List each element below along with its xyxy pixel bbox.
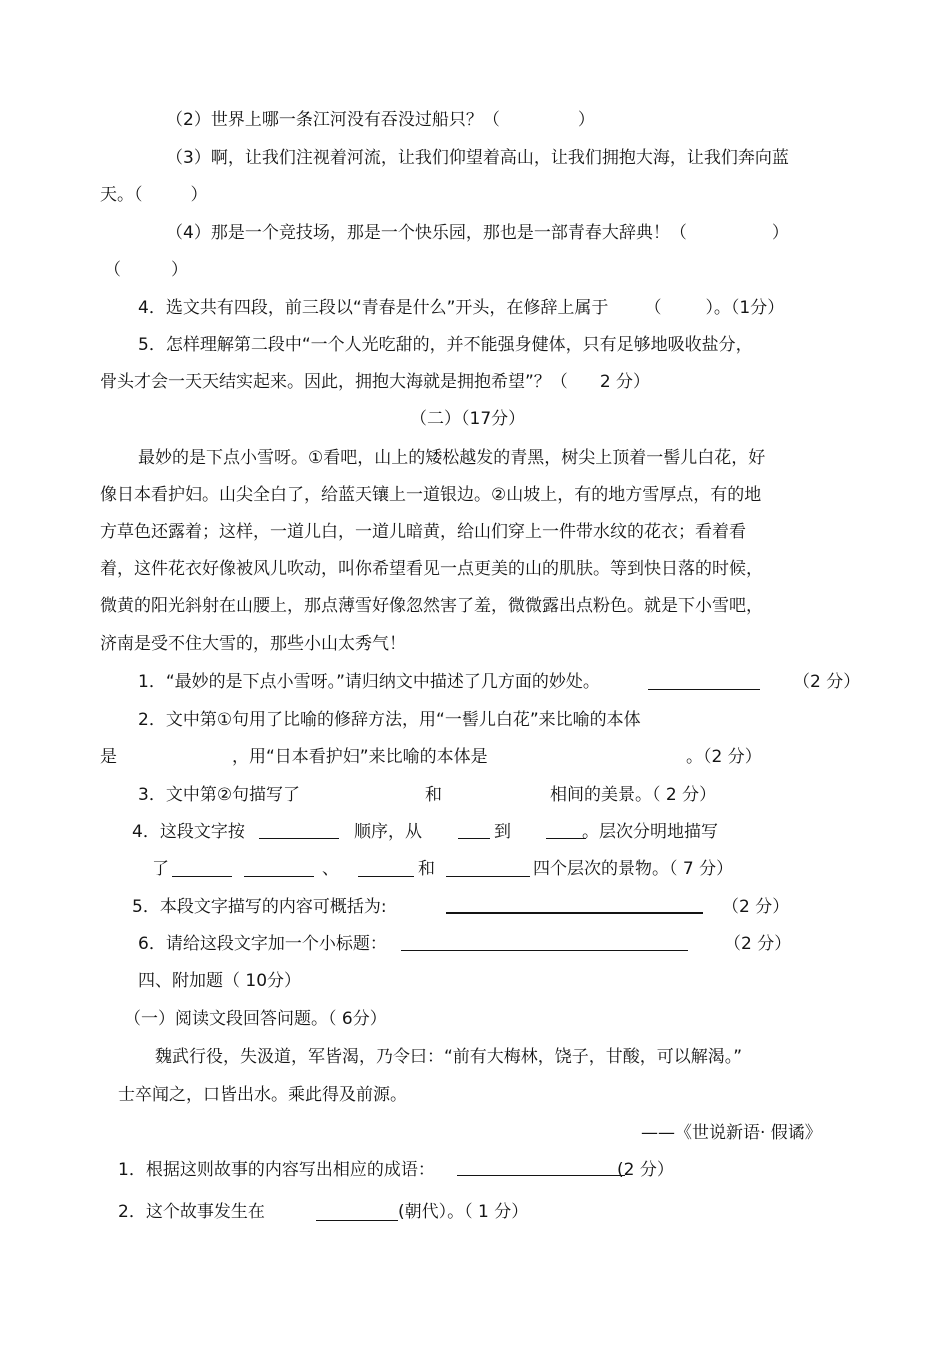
part2-q4-blank-7 [446,876,530,877]
part2-q6-score: （2 分） [724,934,792,954]
passage-line-2: 像日本看护妇。山尖全白了，给蓝天镶上一道银边。②山坡上，有的地方雪厚点，有的地 [100,485,762,505]
item-4-text: 4．选文共有四段，前三段以“青春是什么”开头，在修辞上属于 [138,298,609,318]
part2-q2-a2: ，用“日本看护妇”来比喻的本体是 [232,747,488,767]
part2-q4-blank-1 [259,838,339,839]
part4-q2-a: 2．这个故事发生在 [118,1202,265,1222]
exercise-q3-close: ） [190,185,208,205]
part2-q6: 6．请给这段文字加一个小标题： [138,934,387,954]
exercise-q4-paren-open: （ [104,260,121,280]
passage-line-6: 济南是受不住大雪的，那些小山太秀气！ [100,634,406,654]
exercise-q2-close: ） [577,110,595,130]
part2-q4-e: 了 [152,859,169,879]
part2-q4-g: 和 [418,859,435,879]
classical-passage-line-2: 士卒闻之，口皆出水。乘此得及前源。 [118,1085,407,1105]
part2-q6-blank [401,950,688,951]
item-5-line1: 5．怎样理解第二段中“一个人光吃甜的，并不能强身健体，只有足够地吸收盐分， [138,335,753,355]
part2-q4-f: 、 [322,859,339,879]
part2-heading: （二）（17分） [410,409,526,429]
exercise-q4-text: （4）那是一个竞技场，那是一个快乐园，那也是一部青春大辞典！（ [166,223,687,243]
part2-q3-a: 3．文中第②句描写了 [138,785,301,805]
part2-q5-score: （2 分） [722,897,790,917]
passage-line-4: 着，这件花衣好像被风儿吹动，叫你希望看见一点更美的山的肌肤。等到快日落的时候， [100,559,763,579]
part2-q1: 1．“最妙的是下点小雪呀。”请归纳文中描述了几方面的妙处。 [138,672,600,692]
passage-line-3: 方草色还露着；这样，一道儿白，一道儿暗黄，给山们穿上一件带水纹的花衣；看着看 [100,522,746,542]
passage-line-5: 微黄的阳光斜射在山腰上，那点薄雪好像忽然害了羞，微微露出点粉色。就是下小雪吧， [100,596,763,616]
item-4-paren: （ [644,298,662,318]
part2-q3-c: 相间的美景。（ 2 分） [550,785,717,805]
part4-q1: 1．根据这则故事的内容写出相应的成语： [118,1160,435,1180]
part2-q1-blank [648,689,760,690]
part2-q4-blank-2 [458,838,490,839]
item-5-score: 2 分） [599,372,651,392]
exercise-q4-close: ） [771,223,789,243]
part2-q4-c: 到 [494,822,511,842]
classical-passage-line-1: 魏武行役，失汲道，军皆渴，乃令曰：“前有大梅林，饶子，甘酸，可以解渴。” [155,1047,743,1067]
part4-q2-b: (朝代）。（ 1 分） [398,1202,529,1222]
part2-q5: 5．本段文字描写的内容可概括为: [132,897,387,917]
exercise-q4-line2 [104,259,188,281]
item-4-end: ）。（1分） [705,298,785,318]
item-5-text: 骨头才会一天天结实起来。因此，拥抱大海就是拥抱希望”？（ [100,372,568,392]
part2-q4-a: 4．这段文字按 [132,822,245,842]
part2-q2-line1: 2．文中第①句用了比喻的修辞方法，用“一髻儿白花”来比喻的本体 [138,710,641,730]
passage-line-1: 最妙的是下点小雪呀。①看吧，山上的矮松越发的青黑，树尖上顶着一髻儿白花，好 [138,448,766,468]
part2-q4-blank-3 [546,838,586,839]
passage-source: ——《世说新语· 假谲》 [641,1123,822,1143]
exercise-q2 [166,109,595,131]
part2-q4-blank-6 [358,876,414,877]
part2-q5-blank [446,912,703,914]
part2-q3-b: 和 [425,785,442,805]
part4-q1-score: (2 分） [617,1160,674,1180]
part2-q4-h: 四个层次的景物。（ 7 分） [533,859,734,879]
part2-q1-score: （2 分） [793,672,861,692]
item-4 [138,297,784,319]
part4-q1-blank [457,1175,625,1176]
exercise-q4-line1 [166,222,789,244]
part2-q2-a1: 是 [100,747,117,767]
exercise-q4-paren-close: ） [171,260,188,280]
item-5-line2 [100,371,650,393]
part2-q2-a3: 。（2 分） [686,747,762,767]
part4-sub1: （一）阅读文段回答问题。（ 6分） [124,1009,387,1029]
part4-heading: 四、附加题（ 10分） [138,971,302,991]
exercise-q3-line1: （3）啊，让我们注视着河流，让我们仰望着高山，让我们拥抱大海，让我们奔向蓝 [166,148,789,168]
part2-q4-d: 。层次分明地描写 [582,822,718,842]
part4-q2-blank [316,1220,398,1221]
exercise-q3-line2 [100,184,208,206]
exercise-q2-text: （2）世界上哪一条江河没有吞没过船只？（ [166,110,500,130]
part2-q4-blank-4 [172,876,232,877]
exercise-q3-text: 天。（ [100,185,143,205]
part2-q4-blank-5 [244,876,314,877]
part2-q4-b: 顺序，从 [354,822,422,842]
